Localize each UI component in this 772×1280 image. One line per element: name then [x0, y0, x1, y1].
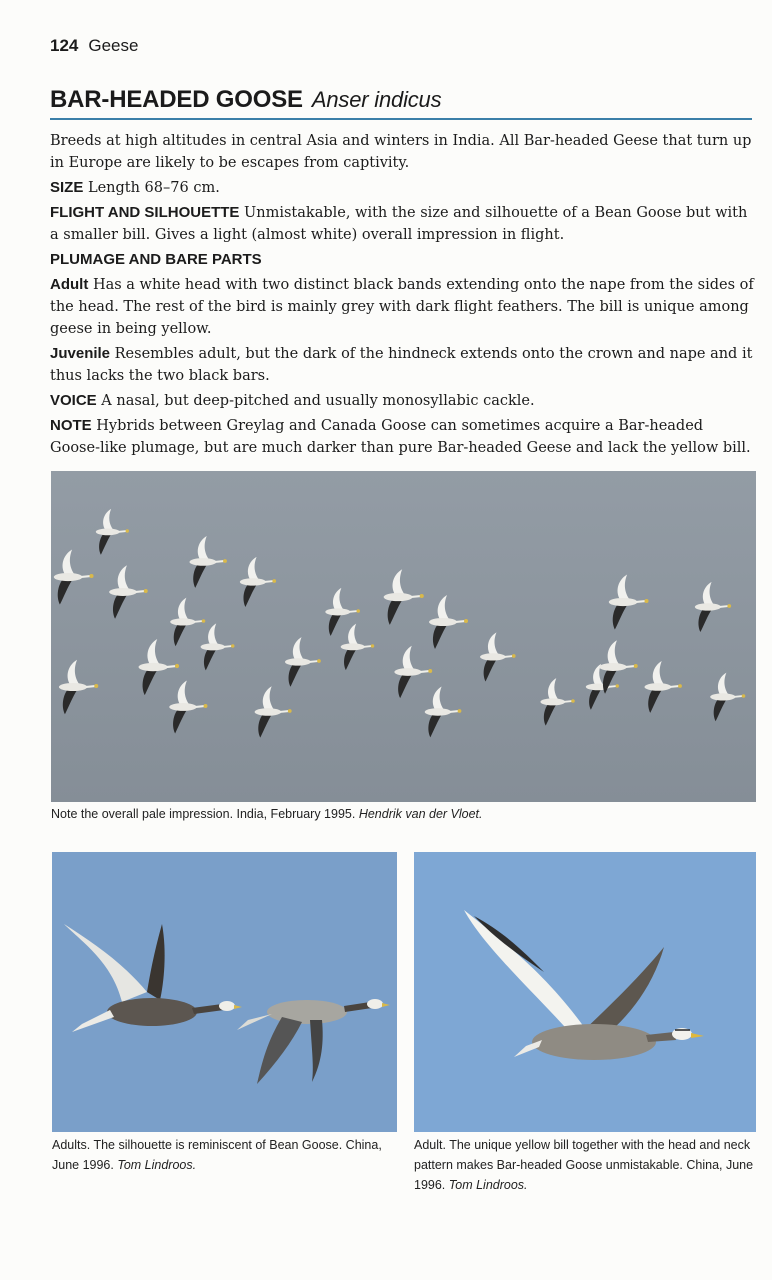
- voice-paragraph: [50, 390, 754, 412]
- flight-paragraph: [50, 202, 754, 246]
- juvenile-text: Resembles adult, but the dark of the hindneck extends onto the crown and nape and it thus lacks the two black bars.: [50, 346, 753, 384]
- flock-caption: [51, 804, 756, 824]
- size-label: SIZE: [50, 179, 84, 196]
- single-caption-text: Adult. The unique yellow bill together with the head and neck pattern makes Bar-headed Goose unmistakable. China, June 1996.: [414, 1138, 754, 1192]
- pair-credit: Tom Lindroos.: [117, 1158, 197, 1172]
- note-label: NOTE: [50, 417, 92, 434]
- flock-credit: Hendrik van der Vloet.: [358, 807, 483, 821]
- juvenile-paragraph: [50, 343, 754, 387]
- pair-caption: [52, 1135, 404, 1175]
- single-photo: [414, 852, 756, 1132]
- single-caption: [414, 1135, 756, 1195]
- adult-text: Has a white head with two distinct black bands extending onto the nape from the sides of the head. The rest of the bird is mainly grey with dark flight feathers. The bill is unique among geese in being yellow.: [50, 277, 754, 337]
- adult-label: Adult: [50, 276, 89, 293]
- flight-label: FLIGHT AND SILHOUETTE: [50, 204, 240, 221]
- species-title: [50, 86, 752, 120]
- size-paragraph: [50, 177, 754, 199]
- running-head: [50, 36, 138, 56]
- voice-text: A nasal, but deep-pitched and usually monosyllabic cackle.: [101, 393, 535, 409]
- latin-name: Anser indicus: [311, 87, 442, 112]
- flock-illustration: [51, 471, 756, 802]
- pair-illustration: [52, 852, 397, 1132]
- species-account: [50, 130, 754, 462]
- voice-label: VOICE: [50, 392, 97, 409]
- section-name: Geese: [88, 36, 139, 55]
- size-text: Length 68–76 cm.: [87, 180, 220, 196]
- juvenile-label: Juvenile: [50, 345, 111, 362]
- single-credit: Tom Lindroos.: [448, 1178, 528, 1192]
- intro-paragraph: Breeds at high altitudes in central Asia and winters in India. All Bar-headed Geese that turn up in Europe are likely to be escapes from captivity.: [50, 133, 752, 171]
- single-illustration: [414, 852, 756, 1132]
- pair-photo: [52, 852, 397, 1132]
- plumage-heading: PLUMAGE AND BARE PARTS: [50, 251, 262, 268]
- common-name: BAR-HEADED GOOSE: [50, 86, 303, 113]
- adult-paragraph: [50, 274, 754, 340]
- note-text: Hybrids between Greylag and Canada Goose can sometimes acquire a Bar-headed Goose-like plumage, but are much darker than pure Bar-headed Geese and lack the yellow bill.: [50, 418, 751, 456]
- note-paragraph: [50, 415, 754, 459]
- flock-caption-text: Note the overall pale impression. India, February 1995.: [51, 807, 356, 821]
- flock-photo: [51, 471, 756, 802]
- pair-caption-text: Adults. The silhouette is reminiscent of Bean Goose. China, June 1996.: [52, 1138, 382, 1172]
- flight-text: Unmistakable, with the size and silhouette of a Bean Goose but with a smaller bill. Gives a light (almost white) overall impression in flight.: [50, 205, 748, 243]
- page-number: 124: [50, 36, 79, 55]
